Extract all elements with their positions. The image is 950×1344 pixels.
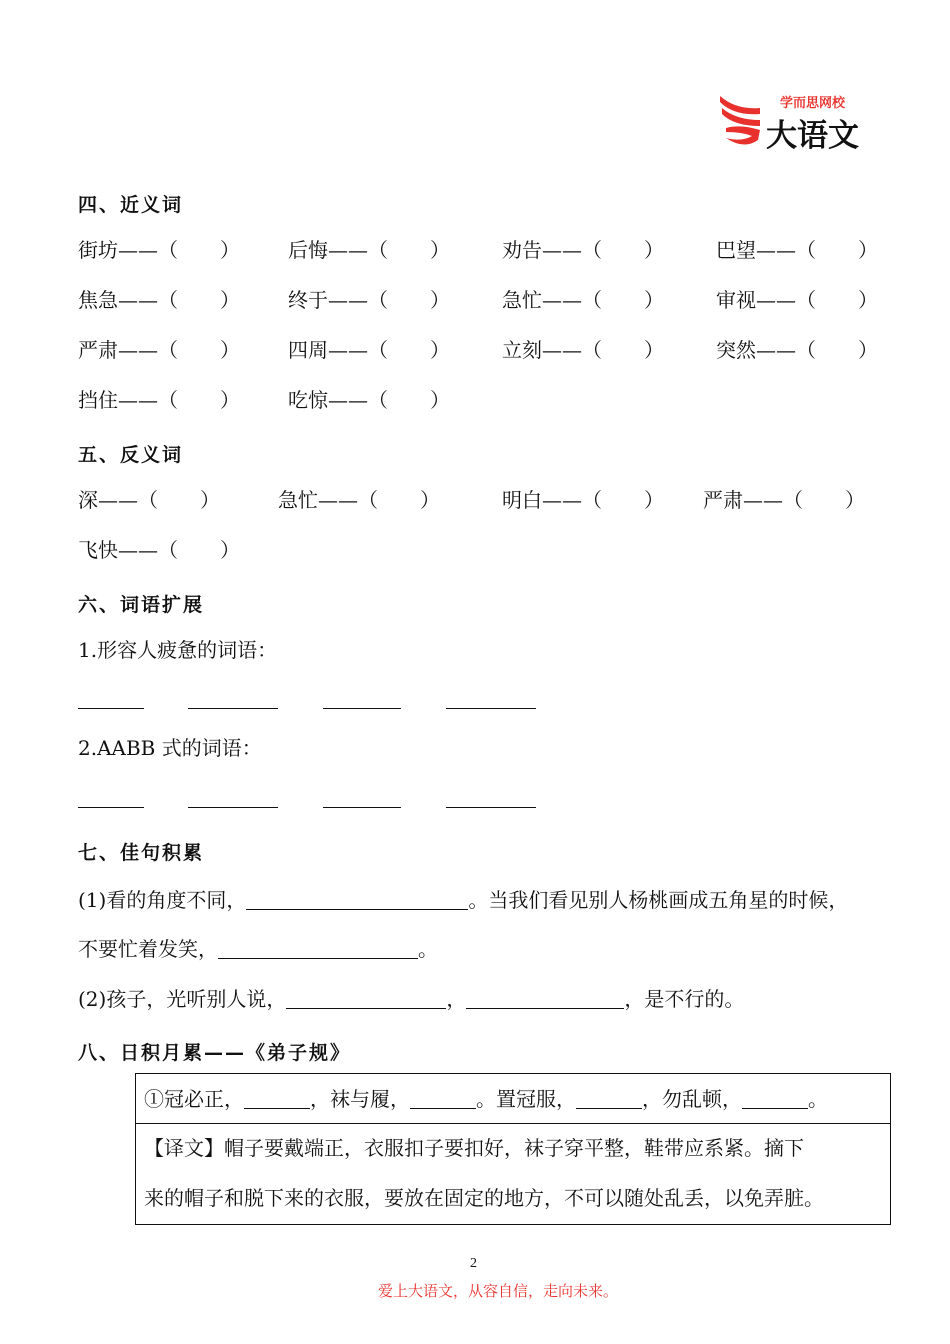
answer-line[interactable]	[188, 708, 278, 709]
close-paren: ）	[845, 488, 865, 512]
dash: ——	[118, 388, 158, 412]
close-paren: ）	[430, 238, 450, 262]
word: 审视	[716, 288, 756, 312]
word: 四周	[288, 338, 328, 362]
logo-mark-icon	[716, 94, 766, 150]
dash: ——	[328, 338, 368, 362]
dizigui-table	[135, 1073, 891, 1225]
fill-blank[interactable]	[286, 988, 446, 1009]
close-paren: ）	[220, 238, 240, 262]
open-paren: （	[796, 238, 816, 262]
close-paren: ）	[644, 488, 664, 512]
open-paren: （	[582, 238, 602, 262]
word: 后悔	[288, 238, 328, 262]
open-paren: （	[368, 388, 388, 412]
fill-blank[interactable]	[742, 1088, 808, 1109]
sentence-1-cont	[78, 938, 438, 959]
fill-blank[interactable]	[466, 988, 624, 1009]
word: 突然	[716, 338, 756, 362]
synonym-item	[288, 240, 450, 260]
fill-blank[interactable]	[244, 1088, 310, 1109]
dash: ——	[118, 538, 158, 562]
word: 街坊	[78, 238, 118, 262]
word: 明白	[502, 488, 542, 512]
close-paren: ）	[220, 338, 240, 362]
synonym-item	[78, 340, 240, 360]
fill-blank[interactable]	[246, 889, 468, 910]
synonym-item	[502, 240, 664, 260]
sentence-2-mid: ，	[446, 987, 467, 1011]
answer-line[interactable]	[78, 807, 144, 808]
dash: ——	[542, 488, 582, 512]
fill-blank[interactable]	[218, 938, 418, 959]
open-paren: （	[368, 238, 388, 262]
expand-question-1: 1.形容人疲惫的词语：	[78, 638, 278, 662]
close-paren: ）	[420, 488, 440, 512]
word: 严肃	[78, 338, 118, 362]
sentence-1b-end: 。	[418, 937, 438, 961]
word: 飞快	[78, 538, 118, 562]
logo-title: 大语文	[766, 118, 859, 154]
answer-line[interactable]	[446, 807, 536, 808]
open-paren: （	[358, 488, 378, 512]
open-paren: （	[368, 288, 388, 312]
word: 吃惊	[288, 388, 328, 412]
verse-part: 。	[808, 1087, 828, 1111]
section-8-title: 八、日积月累——《弟子规》	[78, 1042, 352, 1064]
footer-slogan: 爱上大语文，从容自信，走向未来。	[378, 1282, 619, 1300]
dash: ——	[328, 238, 368, 262]
close-paren: ）	[430, 338, 450, 362]
answer-line[interactable]	[188, 807, 278, 808]
expand-question-2: 2.AABB 式的词语：	[78, 736, 262, 760]
dash: ——	[118, 238, 158, 262]
sentence-2	[78, 988, 744, 1009]
synonym-item	[502, 290, 664, 310]
dash: ——	[328, 288, 368, 312]
dash: ——	[542, 238, 582, 262]
verse-part: ①冠必正，	[144, 1087, 244, 1111]
open-paren: （	[368, 338, 388, 362]
translation-line-2: 来的帽子和脱下来的衣服，要放在固定的地方，不可以随处乱丢，以免弄脏。	[144, 1186, 824, 1210]
close-paren: ）	[644, 288, 664, 312]
section-7-title: 七、佳句积累	[78, 842, 205, 864]
word: 立刻	[502, 338, 542, 362]
open-paren: （	[582, 338, 602, 362]
table-divider	[136, 1123, 890, 1124]
section-5-title: 五、反义词	[78, 444, 184, 466]
sentence-1b-start: 不要忙着发笑，	[78, 937, 218, 961]
antonym-item	[278, 490, 440, 510]
page-number: 2	[470, 1256, 477, 1271]
fill-blank[interactable]	[410, 1088, 476, 1109]
answer-line[interactable]	[323, 708, 401, 709]
close-paren: ）	[644, 238, 664, 262]
synonym-item	[716, 290, 878, 310]
synonym-item	[716, 340, 878, 360]
logo	[716, 92, 866, 152]
dash: ——	[756, 338, 796, 362]
word: 巴望	[716, 238, 756, 262]
word: 劝告	[502, 238, 542, 262]
answer-line[interactable]	[78, 708, 144, 709]
dash: ——	[118, 338, 158, 362]
close-paren: ）	[858, 288, 878, 312]
logo-subtitle: 学而思网校	[780, 96, 846, 111]
open-paren: （	[783, 488, 803, 512]
verse-part: 。置冠服，	[476, 1087, 576, 1111]
synonym-item	[288, 340, 450, 360]
close-paren: ）	[200, 488, 220, 512]
close-paren: ）	[430, 388, 450, 412]
verse-part: ，袜与履，	[310, 1087, 410, 1111]
close-paren: ）	[430, 288, 450, 312]
translation-line-1: 【译文】帽子要戴端正，衣服扣子要扣好，袜子穿平整，鞋带应系紧。摘下	[144, 1136, 804, 1160]
antonym-item	[703, 490, 865, 510]
answer-line[interactable]	[446, 708, 536, 709]
open-paren: （	[158, 388, 178, 412]
antonym-item	[78, 540, 240, 560]
dash: ——	[756, 238, 796, 262]
open-paren: （	[158, 288, 178, 312]
close-paren: ）	[644, 338, 664, 362]
sentence-1-end: 。当我们看见别人杨桃画成五角星的时候，	[468, 888, 849, 912]
word: 急忙	[278, 488, 318, 512]
word: 严肃	[703, 488, 743, 512]
sentence-1	[78, 889, 848, 910]
close-paren: ）	[220, 288, 240, 312]
synonym-item	[78, 390, 240, 410]
synonym-item	[78, 290, 240, 310]
word: 焦急	[78, 288, 118, 312]
open-paren: （	[158, 238, 178, 262]
sentence-2-start: (2)孩子，光听别人说，	[78, 987, 287, 1011]
antonym-item	[78, 490, 220, 510]
word: 挡住	[78, 388, 118, 412]
dash: ——	[756, 288, 796, 312]
synonym-item	[288, 390, 450, 410]
word: 深	[78, 488, 98, 512]
open-paren: （	[796, 338, 816, 362]
dash: ——	[542, 288, 582, 312]
open-paren: （	[582, 288, 602, 312]
close-paren: ）	[220, 538, 240, 562]
synonym-item	[288, 290, 450, 310]
open-paren: （	[796, 288, 816, 312]
word: 急忙	[502, 288, 542, 312]
dizigui-verse	[144, 1088, 828, 1109]
answer-line[interactable]	[323, 807, 401, 808]
close-paren: ）	[858, 238, 878, 262]
open-paren: （	[138, 488, 158, 512]
sentence-1-start: (1)看的角度不同，	[78, 888, 247, 912]
dash: ——	[328, 388, 368, 412]
dash: ——	[118, 288, 158, 312]
synonym-item	[716, 240, 878, 260]
close-paren: ）	[220, 388, 240, 412]
dash: ——	[98, 488, 138, 512]
dash: ——	[542, 338, 582, 362]
antonym-item	[502, 490, 664, 510]
fill-blank[interactable]	[576, 1088, 642, 1109]
dash: ——	[743, 488, 783, 512]
close-paren: ）	[858, 338, 878, 362]
section-6-title: 六、词语扩展	[78, 594, 205, 616]
verse-part: ，勿乱顿，	[642, 1087, 742, 1111]
sentence-2-end: ，是不行的。	[624, 987, 745, 1011]
word: 终于	[288, 288, 328, 312]
section-4-title: 四、近义词	[78, 194, 184, 216]
dash: ——	[318, 488, 358, 512]
open-paren: （	[158, 538, 178, 562]
synonym-item	[78, 240, 240, 260]
synonym-item	[502, 340, 664, 360]
open-paren: （	[158, 338, 178, 362]
open-paren: （	[582, 488, 602, 512]
